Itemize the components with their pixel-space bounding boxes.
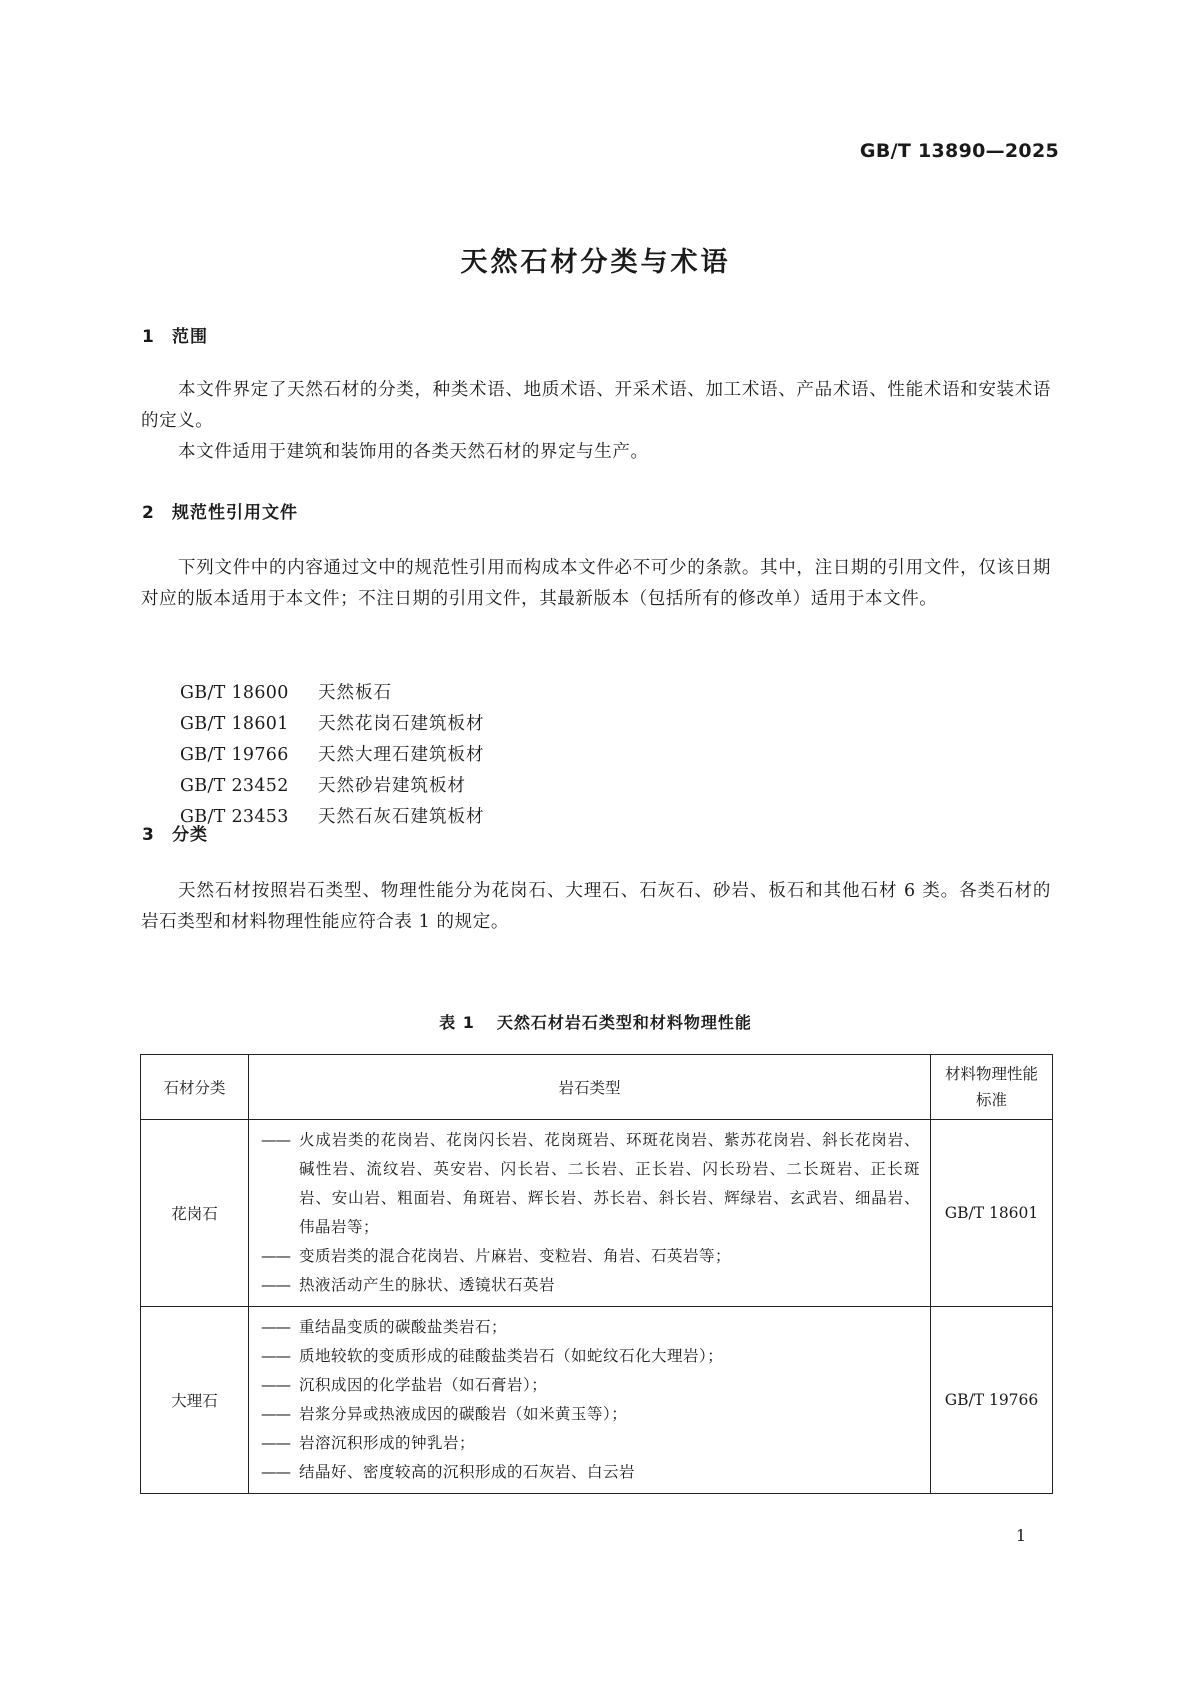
references-paragraph: 下列文件中的内容通过文中的规范性引用而构成本文件必不可少的条款。其中，注日期的引用文件，仅该日期对应的版本适用于本文件；不注日期的引用文件，其最新版本（包括所有的修改单）适用于本文件。 xyxy=(141,558,1051,609)
row-category: 花岗石 xyxy=(141,1120,249,1307)
section-title: 范围 xyxy=(172,327,208,347)
document-title: 天然石材分类与术语 xyxy=(460,247,731,278)
row-standard: GB/T 19766 xyxy=(931,1307,1053,1494)
reference-name: 天然砂岩建筑板材 xyxy=(318,776,466,796)
reference-list xyxy=(180,678,485,833)
row-category: 大理石 xyxy=(141,1307,249,1494)
rock-type-text: 重结晶变质的碳酸盐类岩石； xyxy=(299,1318,508,1336)
dash-marker: —— xyxy=(261,1347,290,1365)
rock-type-item xyxy=(261,1371,920,1400)
rock-type-text: 岩溶沉积形成的钟乳岩； xyxy=(299,1434,476,1452)
rock-type-text: 火成岩类的花岗岩、花岗闪长岩、花岗斑岩、环斑花岗岩、紫苏花岗岩、斜长花岗岩、碱性岩、流纹岩、英安岩、闪长岩、二长岩、正长岩、闪长玢岩、二长斑岩、正长斑岩、安山岩、粗面岩、角斑岩、辉长岩、苏长岩、斜长岩、辉绿岩、玄武岩、细晶岩、伟晶岩等； xyxy=(299,1131,920,1236)
section-number: 2 xyxy=(142,503,155,523)
standard-code: GB/T 13890—2025 xyxy=(859,140,1059,162)
rock-type-text: 变质岩类的混合花岗岩、片麻岩、变粒岩、角岩、石英岩等； xyxy=(299,1247,732,1265)
section-1-heading xyxy=(142,322,208,347)
table-caption-text: 天然石材岩石类型和材料物理性能 xyxy=(496,1013,752,1032)
rock-type-item xyxy=(261,1429,920,1458)
dash-marker: —— xyxy=(261,1463,290,1481)
rock-type-item xyxy=(261,1242,920,1271)
rock-type-text: 热液活动产生的脉状、透镜状石英岩 xyxy=(299,1276,556,1294)
classification-table xyxy=(140,1054,1053,1494)
dash-marker: —— xyxy=(261,1247,290,1265)
header-rock-type: 岩石类型 xyxy=(249,1055,931,1120)
section-title: 规范性引用文件 xyxy=(172,503,298,523)
reference-name: 天然石灰石建筑板材 xyxy=(318,807,485,827)
reference-code: GB/T 23452 xyxy=(180,776,289,796)
reference-item xyxy=(180,802,485,833)
reference-name: 天然大理石建筑板材 xyxy=(318,745,485,765)
dash-marker: —— xyxy=(261,1405,290,1423)
rock-type-text: 结晶好、密度较高的沉积形成的石灰岩、白云岩 xyxy=(299,1463,636,1481)
dash-marker: —— xyxy=(261,1434,290,1452)
classification-paragraph: 天然石材按照岩石类型、物理性能分为花岗石、大理石、石灰石、砂岩、板石和其他石材 6 类。各类石材的岩石类型和材料物理性能应符合表 1 的规定。 xyxy=(141,881,1051,932)
header-standard-line-2: 标准 xyxy=(975,1091,1007,1109)
dash-marker: —— xyxy=(261,1376,290,1394)
reference-item xyxy=(180,678,485,709)
rock-type-item xyxy=(261,1271,920,1300)
reference-name: 天然板石 xyxy=(318,683,392,703)
table-row-marble xyxy=(141,1307,1053,1494)
page-number: 1 xyxy=(1015,1526,1026,1545)
reference-code: GB/T 18601 xyxy=(180,714,289,734)
table-number: 表 1 xyxy=(439,1013,475,1032)
rock-type-text: 岩浆分异或热液成因的碳酸岩（如米黄玉等）； xyxy=(299,1405,628,1423)
reference-code: GB/T 18600 xyxy=(180,683,289,703)
scope-paragraph-1: 本文件界定了天然石材的分类，种类术语、地质术语、开采术语、加工术语、产品术语、性能术语和安装术语的定义。 xyxy=(141,380,1051,431)
rock-type-item xyxy=(261,1313,920,1342)
rock-type-item xyxy=(261,1458,920,1487)
row-rock-types xyxy=(249,1307,931,1494)
header-category: 石材分类 xyxy=(141,1055,249,1120)
dash-marker: —— xyxy=(261,1318,290,1336)
table-row-granite xyxy=(141,1120,1053,1307)
section-title: 分类 xyxy=(172,825,208,845)
dash-marker: —— xyxy=(261,1131,290,1149)
header-standard xyxy=(931,1055,1053,1120)
row-rock-types xyxy=(249,1120,931,1307)
rock-type-item xyxy=(261,1126,920,1242)
section-3-heading xyxy=(142,820,208,845)
scope-paragraph-2: 本文件适用于建筑和装饰用的各类天然石材的界定与生产。 xyxy=(178,442,649,462)
reference-item xyxy=(180,709,485,740)
rock-type-item xyxy=(261,1400,920,1429)
reference-code: GB/T 23453 xyxy=(180,807,289,827)
reference-code: GB/T 19766 xyxy=(180,745,289,765)
rock-type-item xyxy=(261,1342,920,1371)
reference-item xyxy=(180,740,485,771)
table-caption xyxy=(0,1010,1191,1033)
section-number: 1 xyxy=(142,327,155,347)
dash-marker: —— xyxy=(261,1276,290,1294)
rock-type-text: 质地较软的变质形成的硅酸盐类岩石（如蛇纹石化大理岩）； xyxy=(299,1347,724,1365)
reference-item xyxy=(180,771,485,802)
rock-type-text: 沉积成因的化学盐岩（如石膏岩）； xyxy=(299,1376,548,1394)
section-2-heading xyxy=(142,498,298,523)
reference-name: 天然花岗石建筑板材 xyxy=(318,714,485,734)
table-header-row xyxy=(141,1055,1053,1120)
section-number: 3 xyxy=(142,825,155,845)
row-standard: GB/T 18601 xyxy=(931,1120,1053,1307)
header-standard-line-1: 材料物理性能 xyxy=(944,1065,1038,1083)
